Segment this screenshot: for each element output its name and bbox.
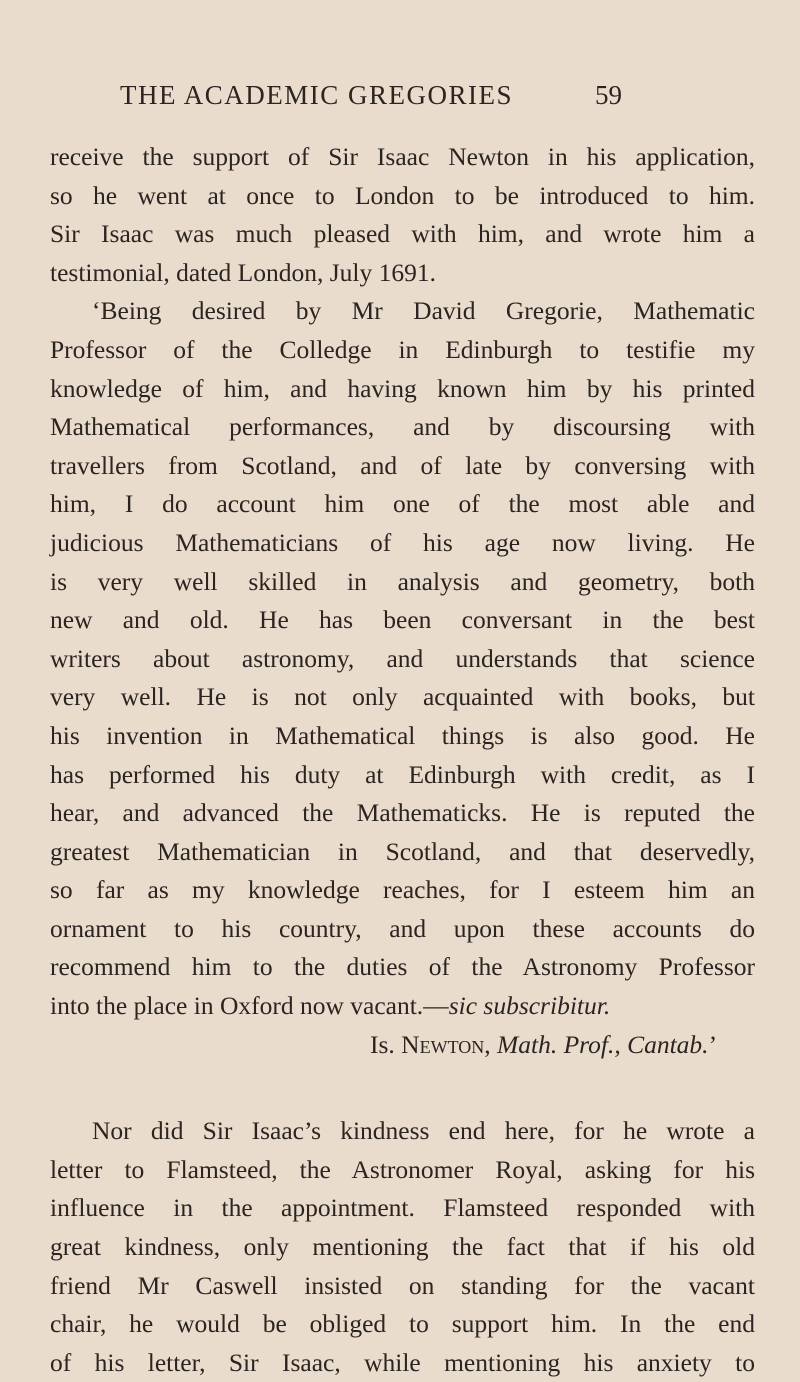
text-line: judicious Mathematicians of his age now living. He <box>50 527 755 557</box>
text-line: recommend him to the duties of the Astronomy Professor <box>50 952 755 982</box>
text-line: travellers from Scotland, and of late by conversing with <box>50 450 755 480</box>
text-line: influence in the appointment. Flamsteed responded with <box>50 1193 755 1223</box>
signature-name: Newton <box>401 1029 485 1059</box>
text-line: his invention in Mathematical things is also good. He <box>50 720 755 750</box>
signature-line: Is. Newton, Math. Prof., Cantab.’ <box>370 1029 718 1059</box>
text-line: ornament to his country, and upon these accounts do <box>50 913 755 943</box>
quote-end-text: into the place in Oxford now vacant.— <box>50 991 449 1021</box>
text-line: letter to Flamsteed, the Astronomer Royal, asking for his <box>50 1154 755 1184</box>
text-line <box>50 987 755 1026</box>
text-line: so he went at once to London to be introduced to him. <box>50 180 755 210</box>
paragraph-2 <box>50 1112 755 1382</box>
text-line: knowledge of him, and having known him by his printed <box>50 373 755 403</box>
text-line: him, I do account him one of the most able and <box>50 489 755 519</box>
page-number: 59 <box>595 80 622 110</box>
body-text <box>50 138 755 1382</box>
paragraph-gap <box>50 1064 755 1112</box>
text-line: chair, he would be obliged to support him. In the end <box>50 1309 755 1339</box>
text-line: friend Mr Caswell insisted on standing for the vacant <box>50 1270 755 1300</box>
text-line: new and old. He has been conversant in the best <box>50 605 755 635</box>
signature-title: Math. Prof., Cantab. <box>497 1029 709 1059</box>
text-line: so far as my knowledge reaches, for I esteem him an <box>50 875 755 905</box>
text-line: Professor of the Colledge in Edinburgh to testifie my <box>50 334 755 364</box>
text-line: of his letter, Sir Isaac, while mentioning his anxiety to <box>50 1347 755 1377</box>
text-line: receive the support of Sir Isaac Newton in his application, <box>50 142 755 171</box>
text-line: testimonial, dated London, July 1691. <box>50 257 436 287</box>
text-line: hear, and advanced the Mathematicks. He is reputed the <box>50 798 755 828</box>
text-line: very well. He is not only acquainted with books, but <box>50 682 755 712</box>
running-head: THE ACADEMIC GREGORIES <box>120 80 514 110</box>
text-line: great kindness, only mentioning the fact that if his old <box>50 1232 755 1262</box>
text-line: writers about astronomy, and understands that science <box>50 643 755 673</box>
text-line: ‘Being desired by Mr David Gregorie, Mathematic <box>92 296 755 326</box>
text-line: Nor did Sir Isaac’s kindness end here, for he wrote a <box>92 1116 755 1146</box>
signature-close: ’ <box>708 1029 718 1059</box>
text-line: is very well skilled in analysis and geometry, both <box>50 566 755 596</box>
page-header <box>0 80 800 120</box>
quote-end-italic: sic subscribitur. <box>448 991 611 1021</box>
text-line: Mathematical performances, and by discoursing with <box>50 412 755 442</box>
text-line: Sir Isaac was much pleased with him, and wrote him a <box>50 219 755 249</box>
text-line: greatest Mathematician in Scotland, and that deservedly, <box>50 836 755 866</box>
signature-prefix: Is. <box>370 1029 402 1059</box>
newton-testimonial <box>50 292 755 1064</box>
text-line: has performed his duty at Edinburgh with credit, as I <box>50 759 755 789</box>
paragraph-1 <box>50 138 755 292</box>
